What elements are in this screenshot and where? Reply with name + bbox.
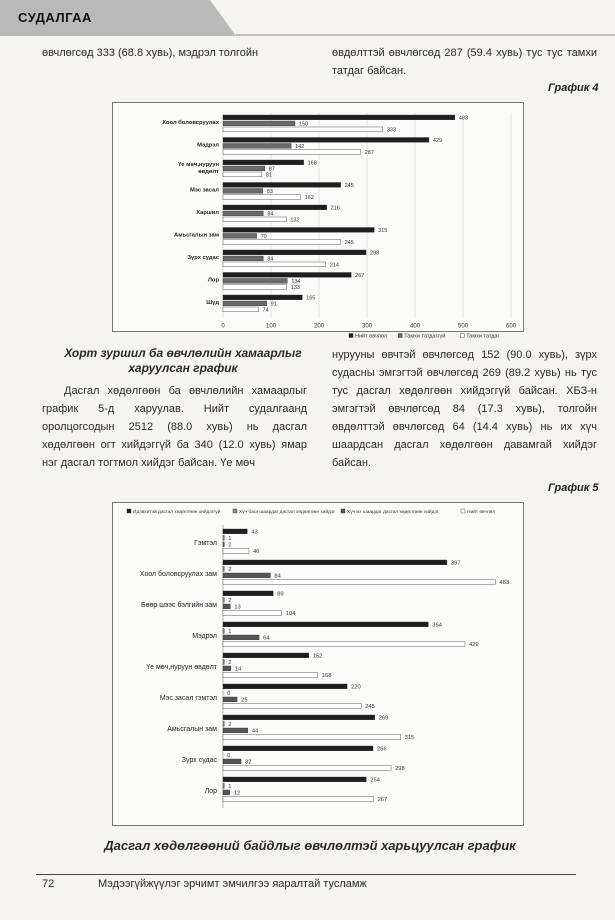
body-left-p: Дасгал хөдөлгөөн ба өвчлөлийн хамаарлыг график 5-д харуулав. Нийт судалгаанд оролцогсодын 2512 (88.0 хувь) нь дасгал хөдөлгөөн огт хийдэггүй ба 340 (12.0 хувь) ямар нэг дасгал тогтмол хийдэг байсан. Үе мөч bbox=[42, 385, 307, 469]
data-label: 0 bbox=[227, 691, 231, 697]
bar bbox=[223, 728, 248, 733]
legend-label: Хүч бага шаардаг дасгал хөдөлгөөн хийдэг bbox=[239, 510, 336, 515]
graph-5-caption: Дасгал хөдөлгөөний байдлыг өвчлөлтэй харьцуулсан график bbox=[104, 838, 516, 853]
bar bbox=[223, 573, 270, 578]
body-right bbox=[332, 346, 597, 472]
bar bbox=[223, 746, 373, 751]
bar bbox=[223, 704, 361, 709]
data-label: 2 bbox=[228, 660, 232, 666]
category-label: Мэс засал bbox=[189, 187, 219, 194]
bar bbox=[223, 217, 286, 222]
x-tick-label: 100 bbox=[265, 323, 277, 330]
data-label: 429 bbox=[432, 138, 443, 144]
bar bbox=[223, 784, 224, 789]
legend-label: Идэвхитэй дасгал хөдөлгөөн хийдэггүй bbox=[133, 510, 221, 515]
bar bbox=[223, 604, 230, 609]
bar bbox=[223, 567, 224, 572]
bar bbox=[223, 715, 375, 720]
body-right-p: нурууны өвчтэй өвчлөгсөд 152 (90.0 хувь), зүрх судасны эмгэгтэй өвчлөгсөд 269 (89.2 хувь) нь тус тус дасгал хөдөлгөөн хийдэггүй байсан. ХБЗ-н эмгэгтэй өвчлөгсөд 84 (17.3 хувь), толгойн өвдөлттэй өвчлөгсөд 64 (14.4 хувь) нь их хүч шаардсан дасгал хөдөлгөөн давамгай хийдэг байсан. bbox=[332, 349, 597, 469]
data-label: 2 bbox=[228, 722, 232, 728]
data-label: 2 bbox=[228, 598, 232, 604]
legend-label: Тамхи татдаггүй bbox=[404, 333, 446, 340]
data-label: 87 bbox=[268, 166, 275, 173]
header-band-shape bbox=[0, 0, 615, 36]
data-label: 483 bbox=[499, 580, 510, 586]
bar bbox=[223, 660, 224, 665]
bar bbox=[223, 183, 341, 188]
graph-4-label: График 4 bbox=[548, 82, 599, 94]
bar bbox=[223, 629, 224, 634]
bar bbox=[223, 722, 224, 727]
bar bbox=[223, 735, 401, 740]
data-label: 84 bbox=[267, 256, 274, 263]
data-label: 245 bbox=[344, 183, 354, 189]
data-label: 64 bbox=[263, 635, 270, 642]
data-label: 1 bbox=[228, 784, 232, 790]
data-label: 83 bbox=[266, 189, 273, 195]
legend-swatch bbox=[460, 334, 464, 338]
data-label: 1 bbox=[228, 536, 232, 542]
bar bbox=[223, 598, 224, 603]
bar bbox=[223, 797, 374, 802]
category-label: Лор bbox=[204, 788, 217, 795]
category-label: Амьсгалын зам bbox=[167, 726, 217, 733]
data-label: 254 bbox=[370, 777, 380, 784]
bar bbox=[223, 653, 309, 658]
data-label: 74 bbox=[262, 307, 269, 314]
footer-title: Мэдээгүйжүүлэг эрчимт эмчилгээ яаралтай тусламж bbox=[98, 878, 367, 890]
legend-swatch bbox=[398, 334, 402, 338]
data-label: 25 bbox=[241, 697, 248, 704]
bar bbox=[223, 560, 447, 565]
legend-swatch bbox=[341, 509, 345, 513]
graph-4-chart bbox=[112, 102, 524, 340]
data-label: 397 bbox=[450, 560, 461, 567]
bar bbox=[223, 591, 273, 596]
category-label: Мэдрэл bbox=[192, 633, 217, 640]
footer-rule bbox=[36, 874, 576, 875]
data-label: 298 bbox=[370, 250, 380, 257]
graph-5-svg bbox=[113, 503, 523, 825]
data-label: 32 bbox=[245, 759, 252, 766]
data-label: 2 bbox=[228, 567, 232, 573]
data-label: 104 bbox=[285, 611, 296, 617]
x-tick-label: 400 bbox=[409, 323, 421, 330]
bar bbox=[223, 295, 302, 300]
data-label: 162 bbox=[304, 195, 314, 201]
top-text-left-p: өвчлөгсөд 333 (68.8 хувь), мэдрэл толгойн bbox=[42, 47, 259, 59]
data-label: 13 bbox=[234, 604, 241, 611]
data-label: 269 bbox=[378, 715, 389, 722]
bar bbox=[223, 307, 259, 312]
data-label: 267 bbox=[355, 273, 365, 279]
category-label: Шүд bbox=[206, 300, 219, 306]
bar bbox=[223, 211, 263, 216]
graph-5-label: График 5 bbox=[548, 482, 599, 494]
data-label: 70 bbox=[260, 234, 267, 240]
data-label: 150 bbox=[299, 121, 309, 128]
top-text-right bbox=[332, 44, 597, 80]
bar bbox=[223, 138, 429, 143]
legend-swatch bbox=[349, 334, 353, 338]
x-tick-label: 0 bbox=[221, 323, 225, 330]
data-label: 142 bbox=[295, 144, 305, 150]
category-label: Гэмтэл bbox=[194, 540, 217, 547]
data-label: 132 bbox=[290, 217, 300, 224]
bar bbox=[223, 279, 287, 284]
data-label: 84 bbox=[274, 573, 281, 580]
data-label: 12 bbox=[233, 790, 241, 797]
section-header bbox=[0, 0, 615, 36]
legend-label: Хүч их шаардаг дасгал хөдөлгөөн хийдэг bbox=[347, 510, 439, 515]
bar bbox=[223, 766, 391, 771]
bar bbox=[223, 234, 257, 239]
bar bbox=[223, 536, 224, 541]
legend-label: Нийт өвчлөл bbox=[467, 510, 496, 515]
data-label: 287 bbox=[364, 150, 374, 156]
bar bbox=[223, 195, 301, 200]
data-label: 0 bbox=[227, 753, 231, 759]
bar bbox=[223, 542, 224, 547]
data-label: 298 bbox=[395, 766, 405, 772]
category-label: Үе мөч,нуруун bbox=[178, 162, 219, 168]
category-label: өвдөлт bbox=[198, 169, 219, 175]
data-label: 168 bbox=[321, 673, 332, 679]
bar bbox=[223, 777, 366, 782]
category-label: Үе мөч,нуруун өвдөлт bbox=[146, 664, 217, 671]
data-label: 133 bbox=[290, 285, 301, 291]
bar bbox=[223, 228, 374, 233]
bar bbox=[223, 285, 287, 290]
data-label: 220 bbox=[351, 684, 361, 691]
bar bbox=[223, 250, 366, 255]
x-tick-label: 600 bbox=[505, 323, 517, 330]
bar bbox=[223, 127, 383, 132]
legend-swatch bbox=[461, 509, 465, 513]
data-label: 84 bbox=[267, 211, 274, 218]
bar bbox=[223, 580, 495, 585]
data-label: 315 bbox=[404, 735, 415, 741]
bar bbox=[223, 549, 249, 554]
category-label: Хоол боловсруулах зам bbox=[139, 571, 217, 578]
legend-label: Нийт өвчлөл bbox=[355, 333, 388, 340]
bar bbox=[223, 673, 318, 678]
category-label: Амьсгалын зам bbox=[174, 232, 219, 239]
data-label: 14 bbox=[234, 666, 242, 673]
data-label: 168 bbox=[307, 160, 317, 167]
legend-swatch bbox=[233, 509, 237, 513]
data-label: 333 bbox=[386, 127, 397, 134]
data-label: 152 bbox=[312, 653, 323, 660]
top-text-right-p: өвдөлттэй өвчлөгсөд 287 (59.4 хувь) тус тус тамхи татдаг байсан. bbox=[332, 47, 597, 77]
data-label: 315 bbox=[378, 228, 388, 234]
bar bbox=[223, 684, 347, 689]
page-number: 72 bbox=[42, 878, 55, 890]
bar bbox=[223, 790, 230, 795]
bar bbox=[223, 262, 326, 267]
data-label: 81 bbox=[265, 172, 273, 179]
bar bbox=[223, 759, 241, 764]
data-label: 165 bbox=[306, 295, 316, 302]
data-label: 267 bbox=[377, 797, 388, 803]
bar bbox=[223, 256, 263, 261]
data-label: 44 bbox=[251, 728, 259, 735]
data-label: 245 bbox=[344, 240, 354, 246]
data-label: 134 bbox=[291, 279, 301, 285]
bar bbox=[223, 166, 265, 171]
data-label: 46 bbox=[252, 549, 260, 555]
section-heading: Хорт зуршил ба өвчлөлийн хамаарлыг харуулсан график bbox=[64, 346, 302, 375]
bar bbox=[223, 121, 295, 126]
bar bbox=[223, 301, 267, 306]
category-label: Мэдрэл bbox=[197, 142, 219, 149]
data-label: 214 bbox=[329, 262, 339, 269]
top-text-left bbox=[42, 44, 307, 62]
category-label: Бөөр шээс бэлгийн зам bbox=[141, 602, 217, 609]
bar bbox=[223, 115, 455, 120]
data-label: 43 bbox=[251, 529, 258, 536]
data-label: 1 bbox=[228, 629, 232, 635]
body-left bbox=[42, 382, 307, 472]
bar bbox=[223, 160, 304, 165]
legend-swatch bbox=[127, 509, 131, 513]
data-label: 245 bbox=[365, 704, 375, 710]
data-label: 216 bbox=[330, 205, 340, 212]
bar bbox=[223, 273, 351, 278]
x-tick-label: 500 bbox=[457, 323, 469, 330]
category-label: Зүрх судас bbox=[187, 255, 219, 261]
data-label: 429 bbox=[468, 642, 479, 648]
bar bbox=[223, 150, 361, 155]
category-label: Хоол боловсруулах bbox=[162, 120, 219, 126]
category-label: Мэс засал гэмтэл bbox=[159, 695, 217, 702]
graph-4-svg bbox=[113, 103, 523, 340]
bar bbox=[223, 611, 282, 616]
x-tick-label: 300 bbox=[361, 323, 373, 330]
x-tick-label: 200 bbox=[313, 323, 325, 330]
bar bbox=[223, 635, 259, 640]
bar bbox=[223, 642, 465, 647]
category-label: Лор bbox=[207, 277, 219, 284]
graph-5-chart bbox=[112, 502, 524, 826]
bar bbox=[223, 529, 247, 534]
bar bbox=[223, 666, 231, 671]
bar bbox=[223, 205, 327, 210]
bar bbox=[223, 189, 263, 194]
legend-label: Тамхи татдаг bbox=[466, 333, 500, 340]
data-label: 266 bbox=[377, 746, 387, 753]
data-label: 2 bbox=[228, 542, 232, 549]
bar bbox=[223, 240, 341, 245]
data-label: 364 bbox=[432, 622, 442, 629]
data-label: 91 bbox=[270, 301, 277, 308]
bar bbox=[223, 144, 291, 149]
bar bbox=[223, 697, 237, 702]
bar bbox=[223, 172, 262, 177]
data-label: 89 bbox=[277, 591, 284, 598]
category-label: Харшил bbox=[196, 210, 219, 216]
category-label: Зүрх судас bbox=[181, 757, 217, 764]
data-label: 483 bbox=[458, 115, 469, 122]
bar bbox=[223, 622, 428, 627]
section-label: СУДАЛГАА bbox=[18, 10, 92, 25]
